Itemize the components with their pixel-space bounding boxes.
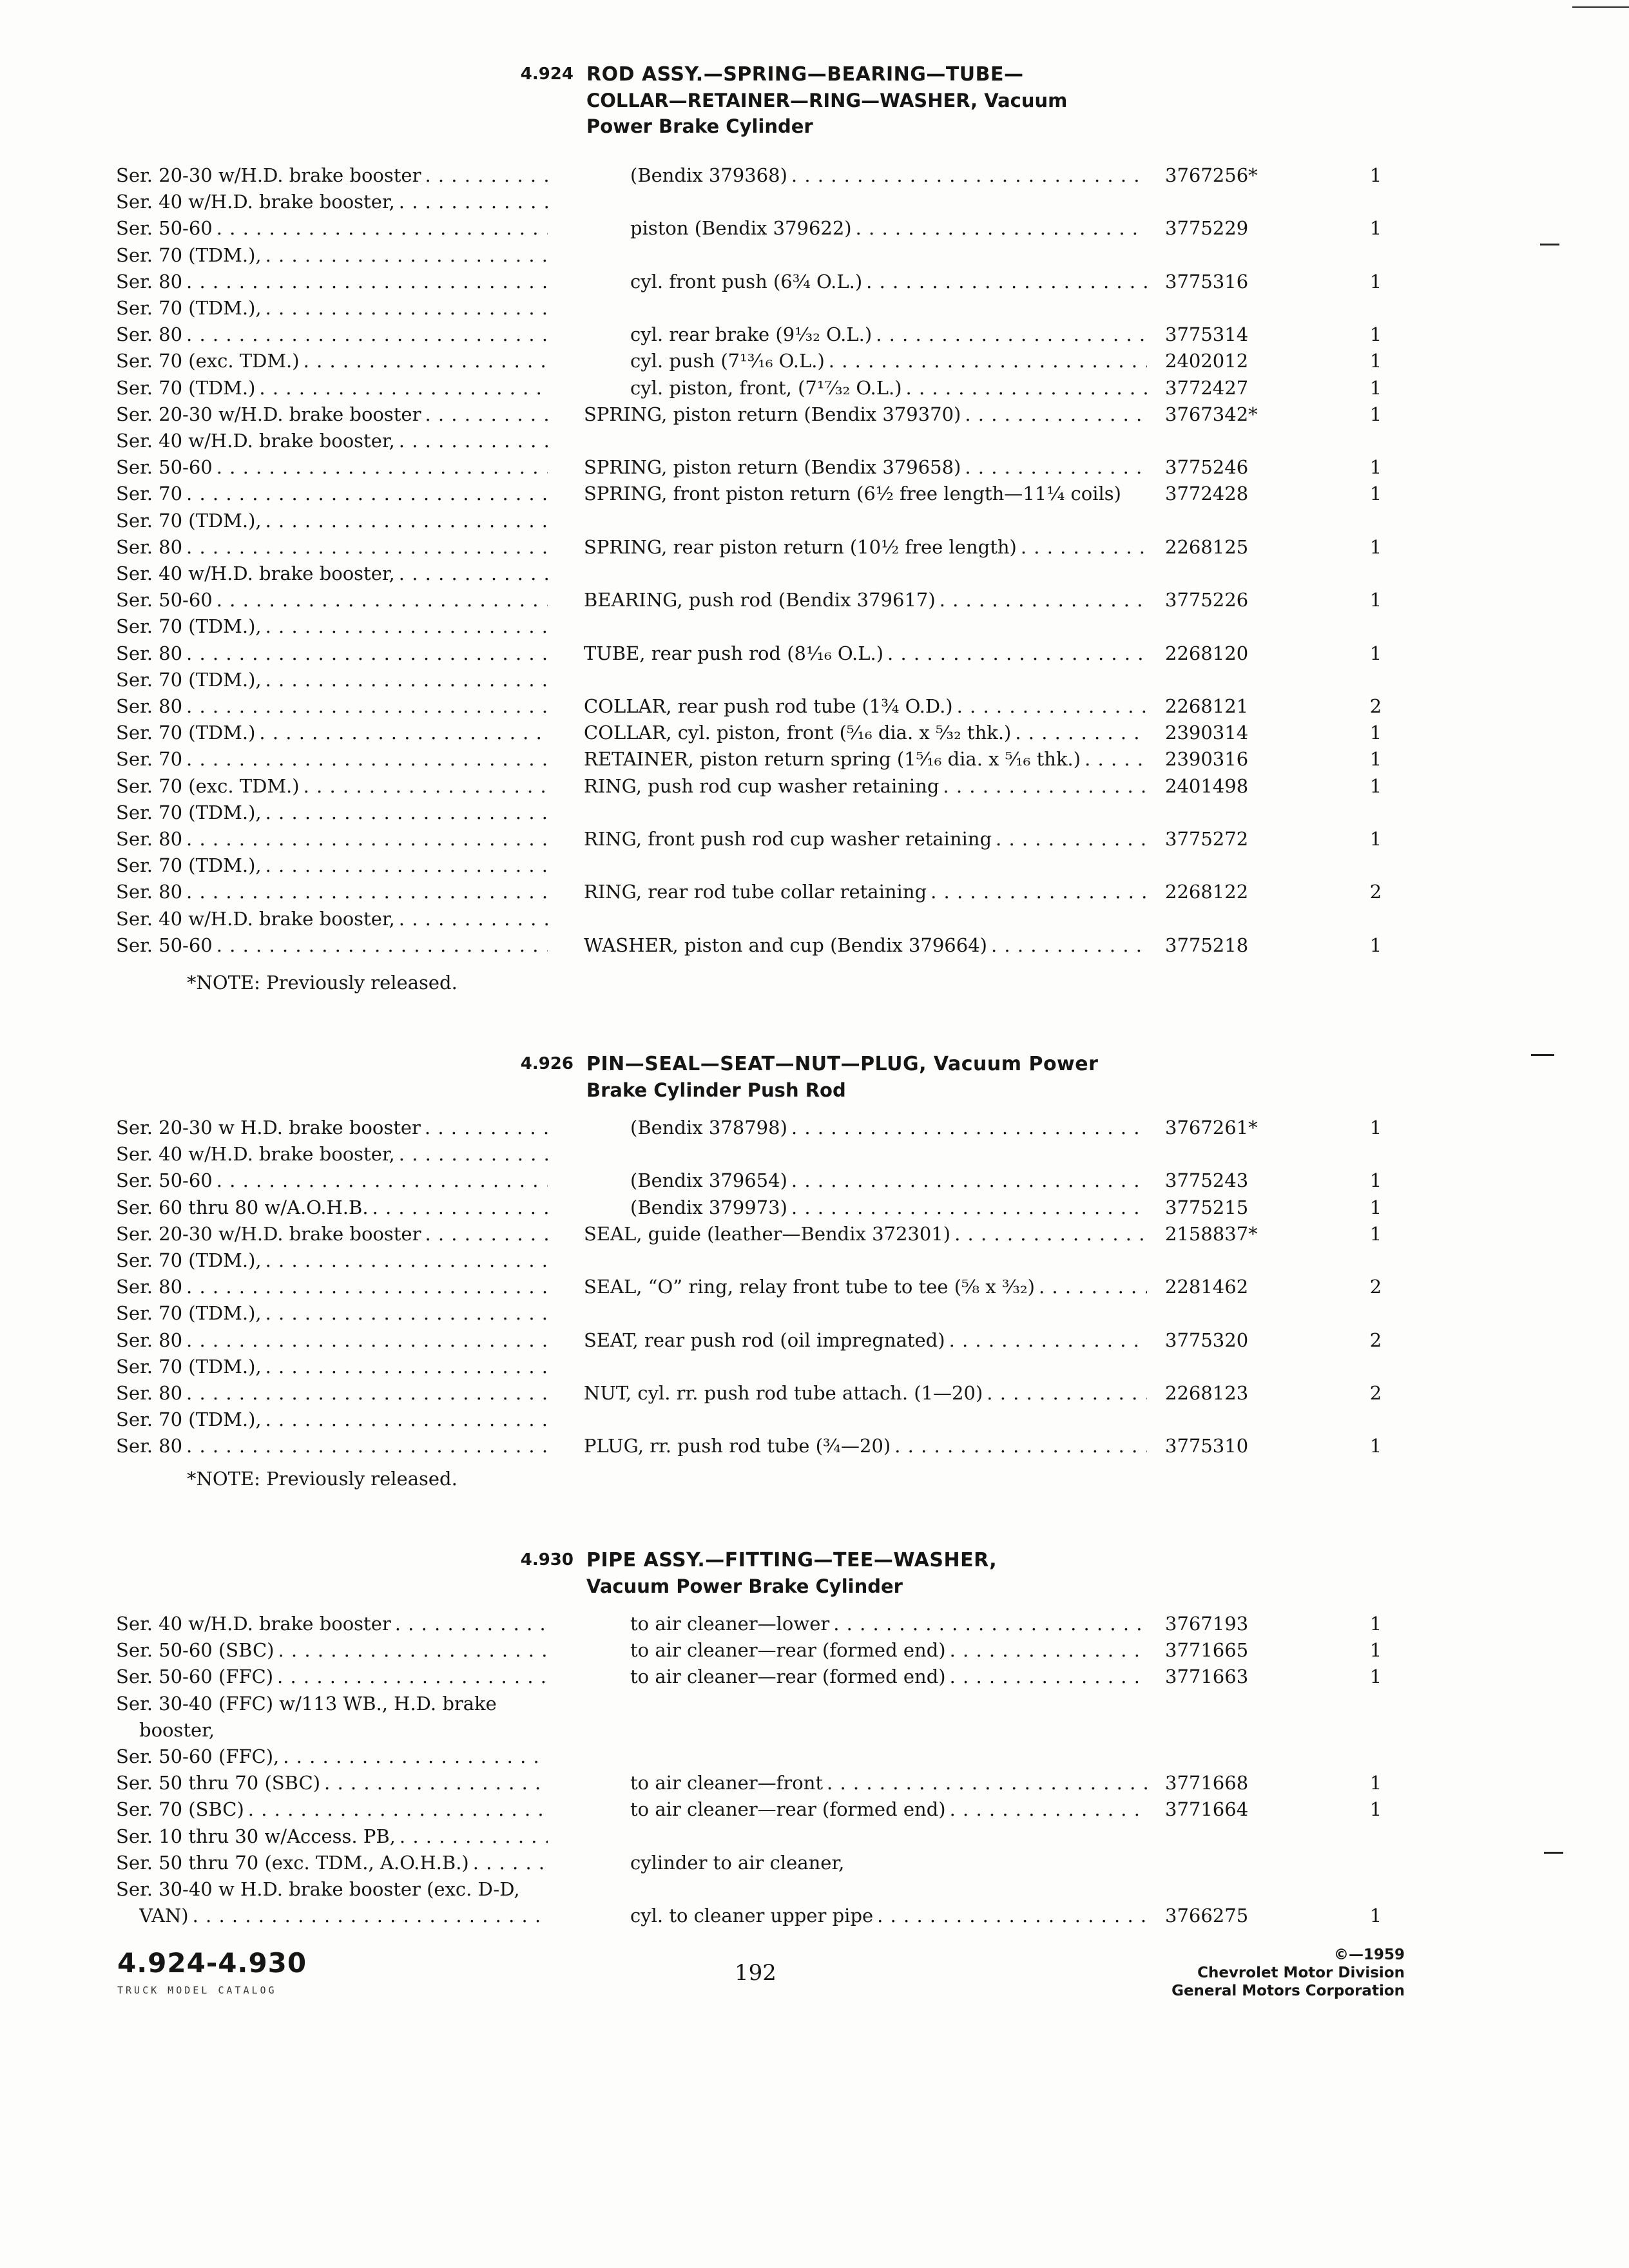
description-cell: cyl. rear brake (9¹⁄₃₂ O.L.) . . . [630,322,1147,347]
section-number: 4.924 [520,64,574,84]
table-row [0,773,1629,799]
table-row [0,295,1629,321]
table-row [0,1354,1629,1379]
part-number-cell: 2402012 [1165,350,1249,372]
quantity-cell: 1 [1369,217,1382,240]
series-cell: Ser. 70 (TDM.), . . . [116,1247,548,1273]
series-cell: Ser. 70 . . . [116,746,548,772]
table-row [0,1796,1629,1822]
table-row [0,1168,1629,1193]
series-cell: Ser. 80 . . . [116,1433,548,1459]
section-title-line-1: ROD ASSY.—SPRING—BEARING—TUBE— [586,63,1024,86]
series-cell: Ser. 80 . . . [116,879,548,905]
catalog-name: TRUCK MODEL CATALOG [117,1984,277,1996]
series-cell: Ser. 10 thru 30 w/Access. PB, . . . [116,1823,548,1849]
quantity-cell: 1 [1369,1666,1382,1688]
quantity-cell: 1 [1369,403,1382,425]
description-cell: (Bendix 379654) . . . [630,1168,1147,1193]
series-cell: Ser. 20-30 w H.D. brake booster . . . [116,1115,548,1140]
part-number-cell: 3775320 [1165,1329,1249,1351]
corporation-name: General Motors Corporation [1171,1983,1405,1999]
table-row [0,667,1629,693]
part-number-cell: 3771665 [1165,1639,1249,1662]
description-cell: cyl. push (7¹³⁄₁₆ O.L.) . . . [630,348,1147,374]
series-cell: Ser. 70 (TDM.) . . . [116,720,548,745]
series-cell: Ser. 70 (TDM.), . . . [116,508,548,533]
quantity-cell: 1 [1369,589,1382,611]
part-number-cell: 3766275 [1165,1905,1249,1927]
part-number-cell: 3775218 [1165,934,1249,956]
table-row [0,428,1629,454]
series-cell: Ser. 70 (TDM.), . . . [116,667,548,693]
description-cell: cyl. to cleaner upper pipe . . . [630,1903,1147,1928]
part-number-cell: 2268120 [1165,642,1249,664]
copyright-block [1171,1946,1405,2000]
description-cell: cylinder to air cleaner, [630,1851,845,1874]
table-row [0,879,1629,905]
description-cell: SEAL, guide (leather—Bendix 372301) . . . [584,1221,1147,1247]
table-row [0,1141,1629,1167]
series-cell: Ser. 50-60 . . . [116,454,548,480]
part-number-cell: 3772428 [1165,483,1249,505]
description-cell: RING, front push rod cup washer retaining . . . [584,826,1147,852]
description-cell: NUT, cyl. rr. push rod tube attach. (1—20) . . . [584,1380,1147,1406]
table-row [0,1717,1629,1743]
quantity-cell: 1 [1369,164,1382,186]
part-number-cell: 3772427 [1165,376,1249,399]
part-number-cell: 3775243 [1165,1169,1249,1192]
part-number-cell: 2158837* [1165,1222,1258,1245]
table-row [0,1300,1629,1326]
series-cell: Ser. 40 w/H.D. brake booster . . . [116,1611,548,1637]
series-cell: Ser. 80 . . . [116,1274,548,1300]
series-cell: Ser. 40 w/H.D. brake booster, . . . [116,428,548,454]
section-number: 4.926 [520,1054,574,1073]
series-cell: Ser. 80 . . . [116,826,548,852]
quantity-cell: 2 [1369,881,1382,903]
table-row [0,162,1629,188]
quantity-cell: 1 [1369,642,1382,664]
quantity-cell: 1 [1369,722,1382,744]
part-number-cell: 3771663 [1165,1666,1249,1688]
description-cell: BEARING, push rod (Bendix 379617) . . . [584,587,1147,613]
table-row [0,587,1629,613]
table-row [0,269,1629,294]
table-row [0,1274,1629,1300]
description-cell: (Bendix 378798) . . . [630,1115,1147,1140]
page-section-range: 4.924-4.930 [117,1947,307,1979]
series-cell: Ser. 80 . . . [116,640,548,666]
quantity-cell: 1 [1369,350,1382,372]
table-row [0,375,1629,401]
series-cell: Ser. 50-60 (FFC), . . . [116,1744,548,1769]
series-cell: Ser. 50-60 . . . [116,587,548,613]
table-row [0,852,1629,878]
table-row [0,1327,1629,1353]
quantity-cell: 1 [1369,934,1382,956]
section-title [586,62,1067,139]
description-cell: RETAINER, piston return spring (1⁵⁄₁₆ dia. x ⁵⁄₁₆ thk.) . . . [584,746,1147,772]
table-row [0,215,1629,241]
part-number-cell: 3775314 [1165,323,1249,346]
part-number-cell: 2268122 [1165,881,1249,903]
table-row [0,1744,1629,1769]
description-cell: to air cleaner—rear (formed end) . . . [630,1664,1147,1689]
description-cell: piston (Bendix 379622) . . . [630,215,1147,241]
series-cell: Ser. 20-30 w/H.D. brake booster . . . [116,401,548,427]
quantity-cell: 2 [1369,695,1382,717]
series-cell: Ser. 40 w/H.D. brake booster, . . . [116,561,548,586]
description-cell: cyl. piston, front, (7¹⁷⁄₃₂ O.L.) . . . [630,375,1147,401]
table-row [0,534,1629,560]
part-number-cell: 3775246 [1165,456,1249,479]
part-number-cell: 3775229 [1165,217,1249,240]
table-row [0,1115,1629,1140]
description-cell: SPRING, piston return (Bendix 379658) . . . [584,454,1147,480]
series-cell: Ser. 30-40 w H.D. brake booster (exc. D-D, [116,1878,520,1900]
part-number-cell: 3775310 [1165,1435,1249,1457]
series-cell: Ser. 50 thru 70 (SBC) . . . [116,1770,548,1796]
series-cell: booster, [139,1718,215,1741]
series-cell: Ser. 70 (SBC) . . . [116,1796,548,1822]
table-row [0,720,1629,745]
table-row [0,800,1629,825]
table-row [0,1664,1629,1689]
series-cell: Ser. 50-60 (SBC) . . . [116,1637,548,1663]
quantity-cell: 1 [1369,774,1382,797]
section-title-line-2: Vacuum Power Brake Cylinder [586,1575,903,1597]
table-row [0,348,1629,374]
table-row [0,1221,1629,1247]
table-row [0,613,1629,639]
series-cell: Ser. 40 w/H.D. brake booster, . . . [116,906,548,932]
table-row [0,1247,1629,1273]
series-cell: Ser. 70 (exc. TDM.) . . . [116,773,548,799]
scan-mark [1540,244,1559,245]
table-row [0,481,1629,506]
table-row [0,401,1629,427]
series-cell: Ser. 70 (TDM.), . . . [116,1354,548,1379]
quantity-cell: 1 [1369,1435,1382,1457]
quantity-cell: 1 [1369,270,1382,293]
table-row [0,1770,1629,1796]
description-cell: SPRING, rear piston return (10½ free length) . . . [584,534,1147,560]
series-cell: Ser. 80 . . . [116,693,548,719]
series-cell: Ser. 70 (TDM.), . . . [116,800,548,825]
series-cell: Ser. 50-60 . . . [116,932,548,958]
series-cell: Ser. 70 (TDM.), . . . [116,613,548,639]
quantity-cell: 1 [1369,1222,1382,1245]
section-title [586,1052,1098,1103]
description-cell: PLUG, rr. push rod tube (¾—20) . . . [584,1433,1147,1459]
quantity-cell: 1 [1369,456,1382,479]
quantity-cell: 2 [1369,1382,1382,1404]
table-row [0,1691,1629,1716]
series-cell: Ser. 70 (TDM.) . . . [116,375,548,401]
quantity-cell: 1 [1369,323,1382,346]
series-cell: Ser. 40 w/H.D. brake booster, . . . [116,189,548,215]
quantity-cell: 1 [1369,376,1382,399]
quantity-cell: 2 [1369,1329,1382,1351]
quantity-cell: 2 [1369,1276,1382,1298]
series-cell: Ser. 80 . . . [116,534,548,560]
description-cell: SEAT, rear push rod (oil impregnated) . . . [584,1327,1147,1353]
series-cell: Ser. 70 (TDM.), . . . [116,295,548,321]
series-cell: Ser. 70 . . . [116,481,548,506]
part-number-cell: 2268125 [1165,535,1249,558]
series-cell: Ser. 20-30 w/H.D. brake booster . . . [116,162,548,188]
section-title [586,1548,997,1599]
table-row [0,640,1629,666]
series-cell: Ser. 80 . . . [116,322,548,347]
table-row [0,1611,1629,1637]
description-cell: (Bendix 379368) . . . [630,162,1147,188]
quantity-cell: 1 [1369,1772,1382,1794]
quantity-cell: 1 [1369,1613,1382,1635]
description-cell: RING, rear rod tube collar retaining . . . [584,879,1147,905]
series-cell: Ser. 70 (TDM.), . . . [116,242,548,268]
description-cell: RING, push rod cup washer retaining . . . [584,773,1147,799]
series-cell: Ser. 80 . . . [116,1380,548,1406]
series-cell: Ser. 40 w/H.D. brake booster, . . . [116,1141,548,1167]
series-cell: Ser. 80 . . . [116,1327,548,1353]
table-row [0,189,1629,215]
series-cell: Ser. 70 (exc. TDM.) . . . [116,348,548,374]
table-row [0,508,1629,533]
part-number-cell: 3775316 [1165,270,1249,293]
description-cell: to air cleaner—rear (formed end) . . . [630,1796,1147,1822]
part-number-cell: 2268123 [1165,1382,1249,1404]
description-cell: COLLAR, cyl. piston, front (⁵⁄₁₆ dia. x ⁵⁄₃₂ thk.) . . . [584,720,1147,745]
part-number-cell: 2390314 [1165,722,1249,744]
table-row [0,1433,1629,1459]
table-row [0,693,1629,719]
quantity-cell: 1 [1369,483,1382,505]
section-number: 4.930 [520,1550,574,1570]
series-cell: VAN) . . . [139,1903,548,1928]
table-row [0,322,1629,347]
quantity-cell: 1 [1369,1639,1382,1662]
part-number-cell: 3775226 [1165,589,1249,611]
table-row [0,1637,1629,1663]
table-row [0,1407,1629,1432]
table-row [0,561,1629,586]
table-row [0,826,1629,852]
part-number-cell: 2268121 [1165,695,1249,717]
description-cell: to air cleaner—rear (formed end) . . . [630,1637,1147,1663]
part-number-cell: 3775272 [1165,828,1249,850]
series-cell: Ser. 70 (TDM.), . . . [116,852,548,878]
series-cell: Ser. 80 . . . [116,269,548,294]
quantity-cell: 1 [1369,1798,1382,1821]
section-title-line-2: Brake Cylinder Push Rod [586,1079,846,1101]
scan-mark [1544,1852,1563,1854]
quantity-cell: 1 [1369,828,1382,850]
description-cell: cyl. front push (6¾ O.L.) . . . [630,269,1147,294]
table-row [0,1903,1629,1928]
table-row [0,1380,1629,1406]
part-number-cell: 2281462 [1165,1276,1249,1298]
footnote: *NOTE: Previously released. [187,972,458,994]
series-cell: Ser. 50 thru 70 (exc. TDM., A.O.H.B.) . . . [116,1850,548,1876]
scan-mark [1572,6,1629,8]
quantity-cell: 1 [1369,1196,1382,1218]
footnote: *NOTE: Previously released. [187,1468,458,1490]
page-number: 192 [735,1960,776,1986]
series-cell: Ser. 30-40 (FFC) w/113 WB., H.D. brake [116,1692,497,1715]
part-number-cell: 2401498 [1165,774,1249,797]
series-cell: Ser. 50-60 . . . [116,215,548,241]
description-cell: SPRING, front piston return (6½ free length—11¼ coils) [584,483,1121,505]
part-number-cell: 3775215 [1165,1196,1249,1218]
part-number-cell: 3771668 [1165,1772,1249,1794]
description-cell: SEAL, “O” ring, relay front tube to tee (⁵⁄₈ x ³⁄₃₂) . . . [584,1274,1147,1300]
description-cell: SPRING, piston return (Bendix 379370) . . . [584,401,1147,427]
series-cell: Ser. 60 thru 80 w/A.O.H.B. . . . [116,1195,548,1220]
quantity-cell: 1 [1369,748,1382,771]
part-number-cell: 3767193 [1165,1613,1249,1635]
series-cell: Ser. 50-60 . . . [116,1168,548,1193]
table-row [0,242,1629,268]
description-cell: (Bendix 379973) . . . [630,1195,1147,1220]
part-number-cell: 3767261* [1165,1117,1258,1139]
section-title-line-1: PIPE ASSY.—FITTING—TEE—WASHER, [586,1549,998,1571]
section-title-line-3: Power Brake Cylinder [586,115,813,137]
description-cell: TUBE, rear push rod (8¹⁄₁₆ O.L.) . . . [584,640,1147,666]
table-row [0,746,1629,772]
series-cell: Ser. 20-30 w/H.D. brake booster . . . [116,1221,548,1247]
series-cell: Ser. 70 (TDM.), . . . [116,1407,548,1432]
series-cell: Ser. 70 (TDM.), . . . [116,1300,548,1326]
part-number-cell: 3767256* [1165,164,1258,186]
quantity-cell: 1 [1369,1117,1382,1139]
table-row [0,1876,1629,1902]
part-number-cell: 3771664 [1165,1798,1249,1821]
description-cell: to air cleaner—lower . . . [630,1611,1147,1637]
table-row [0,932,1629,958]
table-row [0,454,1629,480]
section-title-line-2: COLLAR—RETAINER—RING—WASHER, Vacuum [586,90,1068,111]
description-cell: COLLAR, rear push rod tube (1¾ O.D.) . . . [584,693,1147,719]
section-title-line-1: PIN—SEAL—SEAT—NUT—PLUG, Vacuum Power [586,1053,1099,1075]
scan-mark [1531,1054,1554,1056]
copyright-year: ©—1959 [1333,1946,1405,1963]
table-row [0,1823,1629,1849]
description-cell: WASHER, piston and cup (Bendix 379664) . . . [584,932,1147,958]
division-name: Chevrolet Motor Division [1197,1965,1405,1981]
table-row [0,1850,1629,1876]
quantity-cell: 1 [1369,535,1382,558]
table-row [0,906,1629,932]
description-cell: to air cleaner—front . . . [630,1770,1147,1796]
part-number-cell: 3767342* [1165,403,1258,425]
part-number-cell: 2390316 [1165,748,1249,771]
quantity-cell: 1 [1369,1905,1382,1927]
quantity-cell: 1 [1369,1169,1382,1192]
table-row [0,1195,1629,1220]
series-cell: Ser. 50-60 (FFC) . . . [116,1664,548,1689]
